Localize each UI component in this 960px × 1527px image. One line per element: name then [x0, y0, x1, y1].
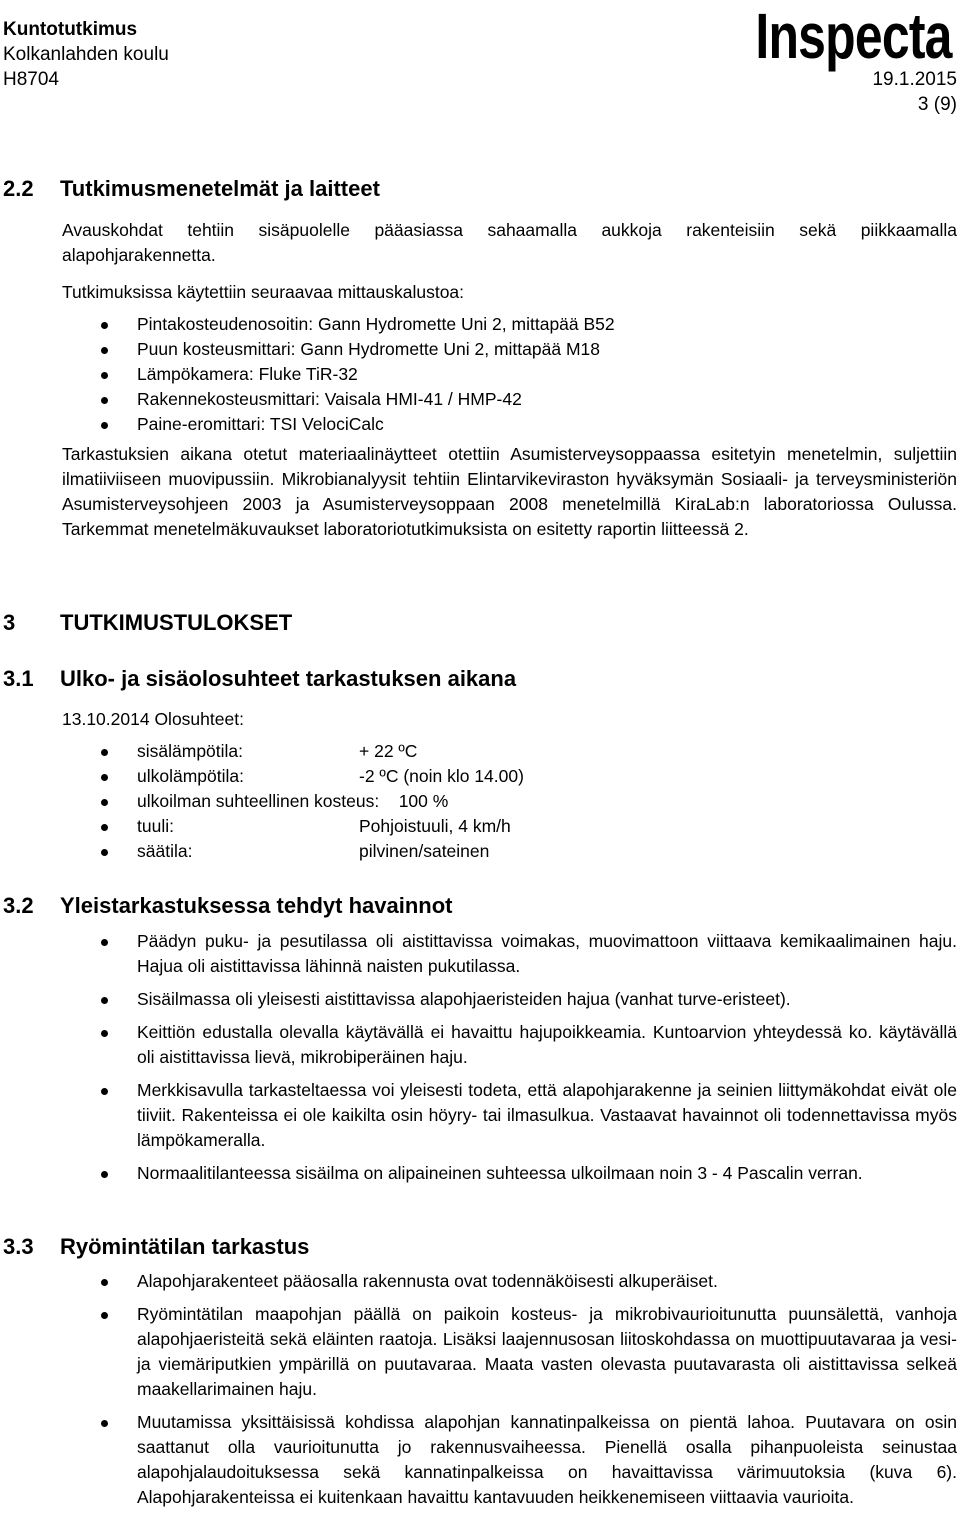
list-item: Muutamissa yksittäisissä kohdissa alapohjan kannatinpalkeissa on pientä lahoa. Puutavara on osin saattanut olla vaurioitunutta jo rakennusvaiheessa. Pienellä osalla pihanpuoleista seinustaa alapohjalaudoituksessa sekä kannatinpalkeissa on havaittavissa värimuutoksia (kuva 6). Alapohjarakenteissa ei kuitenkaan havaittu kantavuuden heikkenemiseen viittaavia vaurioita. — [62, 1410, 957, 1510]
bullet-icon — [101, 749, 108, 756]
list-item: Merkkisavulla tarkasteltaessa voi yleisesti todeta, että alapohjarakenne ja seinien liittymäkohdat eivät ole tiiviit. Rakenteissa ei ole kaikilta osin höyry- tai ilmasulkua. Vastaavat havainnot oli todennettavissa myös lämpökameralla. — [62, 1078, 957, 1153]
bullet-icon — [101, 1420, 108, 1427]
conditions-list — [62, 739, 957, 864]
list-item: Paine-eromittari: TSI VelociCalc — [62, 412, 957, 437]
bullet-icon — [101, 322, 108, 329]
list-item: Rakennekosteusmittari: Vaisala HMI-41 / HMP-42 — [62, 387, 957, 412]
bullet-icon — [101, 799, 108, 806]
section-3-heading: 3 TUTKIMUSTULOKSET — [3, 610, 293, 635]
list-item: säätila: pilvinen/sateinen — [62, 839, 957, 864]
bullet-icon — [101, 774, 108, 781]
equipment-lead: Tutkimuksissa käytettiin seuraavaa mittauskalustoa: — [62, 282, 465, 302]
bullet-icon — [101, 997, 108, 1004]
bullet-icon — [101, 824, 108, 831]
bullet-icon — [101, 347, 108, 354]
bullet-icon — [101, 1030, 108, 1037]
report-date: 19.1.2015 — [872, 69, 957, 90]
bullet-icon — [101, 1312, 108, 1319]
observations-list — [62, 929, 957, 1186]
list-item: Lämpökamera: Fluke TiR-32 — [62, 362, 957, 387]
page-number: 3 (9) — [917, 94, 957, 115]
bullet-icon — [101, 1171, 108, 1178]
section-3-3-heading: 3.3 Ryömintätilan tarkastus — [3, 1234, 310, 1259]
site-name: Kolkanlahden koulu — [3, 44, 169, 65]
equipment-list — [62, 312, 957, 437]
list-item: Päädyn puku- ja pesutilassa oli aistittavissa voimakas, muovimattoon viittaava kemikaalimainen haju. Hajua oli aistittavissa lähinnä naisten pukutilassa. — [62, 929, 957, 979]
list-item: Ryömintätilan maapohjan päällä on paikoin kosteus- ja mikrobivaurioitunutta puunsälettä, vanhoja alapohjaeristeitä sekä eläinten raatoja. Lisäksi laajennusosan liitoskohdassa on muottipuutavaraa ja vesi- ja viemäriputkien ympärillä on puutavaraa. Maata vasten olevasta puutavarasta oli aistittavissa selkeä maakellarimainen haju. — [62, 1302, 957, 1402]
bullet-icon — [101, 422, 108, 429]
conditions-date: 13.10.2014 Olosuhteet: — [62, 709, 244, 729]
bullet-icon — [101, 939, 108, 946]
list-item: ulkolämpötila: -2 ºC (noin klo 14.00) — [62, 764, 957, 789]
page-header — [3, 0, 957, 118]
list-item: Puun kosteusmittari: Gann Hydromette Uni 2, mittapää M18 — [62, 337, 957, 362]
list-item: Alapohjarakenteet pääosalla rakennusta ovat todennäköisesti alkuperäiset. — [62, 1269, 957, 1294]
list-item: Sisäilmassa oli yleisesti aistittavissa alapohjaeristeiden hajua (vanhat turve-eristeet). — [62, 987, 957, 1012]
inspecta-logo: Inspecta — [755, 0, 952, 72]
bullet-icon — [101, 397, 108, 404]
list-item: Pintakosteudenosoitin: Gann Hydromette Uni 2, mittapää B52 — [62, 312, 957, 337]
samples-paragraph: Tarkastuksien aikana otetut materiaalinäytteet otettiin Asumisterveysoppaassa esitetyin menetelmin, suljettiin ilmatiiviiseen muovipussiin. Mikrobianalyysit tehtiin Elintarvikeviraston hyväksymän Sosiaali- ja terveysministeriön Asumisterveysohjeen 2003 ja Asumisterveysoppaan 2008 menetelmillä KiraLab:n laboratoriossa Oulussa. Tarkemmat menetelmäkuvaukset laboratoriotutkimuksista on esitetty raportin liitteessä 2. — [62, 444, 957, 539]
project-code: H8704 — [3, 69, 59, 90]
crawlspace-list — [62, 1269, 957, 1510]
section-2-2-intro: Avauskohdat tehtiin sisäpuolelle pääasiassa sahaamalla aukkoja rakenteisiin sekä piikkaamalla alapohjarakennetta. — [62, 220, 957, 265]
list-item: Normaalitilanteessa sisäilma on alipaineinen suhteessa ulkoilmaan noin 3 - 4 Pascalin verran. — [62, 1161, 957, 1186]
bullet-icon — [101, 372, 108, 379]
section-3-1-heading: 3.1 Ulko- ja sisäolosuhteet tarkastuksen aikana — [3, 666, 517, 691]
section-3-2-heading: 3.2 Yleistarkastuksessa tehdyt havainnot — [3, 893, 453, 918]
section-2-2-heading — [3, 176, 380, 202]
section-title: Tutkimusmenetelmät ja laitteet — [60, 176, 380, 201]
bullet-icon — [101, 1279, 108, 1286]
section-number: 2.2 — [3, 176, 34, 201]
bullet-icon — [101, 849, 108, 856]
list-item: tuuli: Pohjoistuuli, 4 km/h — [62, 814, 957, 839]
list-item: ulkoilman suhteellinen kosteus: 100 % — [62, 789, 957, 814]
bullet-icon — [101, 1088, 108, 1095]
list-item: Keittiön edustalla olevalla käytävällä ei havaittu hajupoikkeamia. Kuntoarvion yhteydessä ko. käytävällä oli aistittavissa lievä, mikrobiperäinen haju. — [62, 1020, 957, 1070]
report-type: Kuntotutkimus — [3, 19, 138, 40]
list-item: sisälämpötila: + 22 ºC — [62, 739, 957, 764]
